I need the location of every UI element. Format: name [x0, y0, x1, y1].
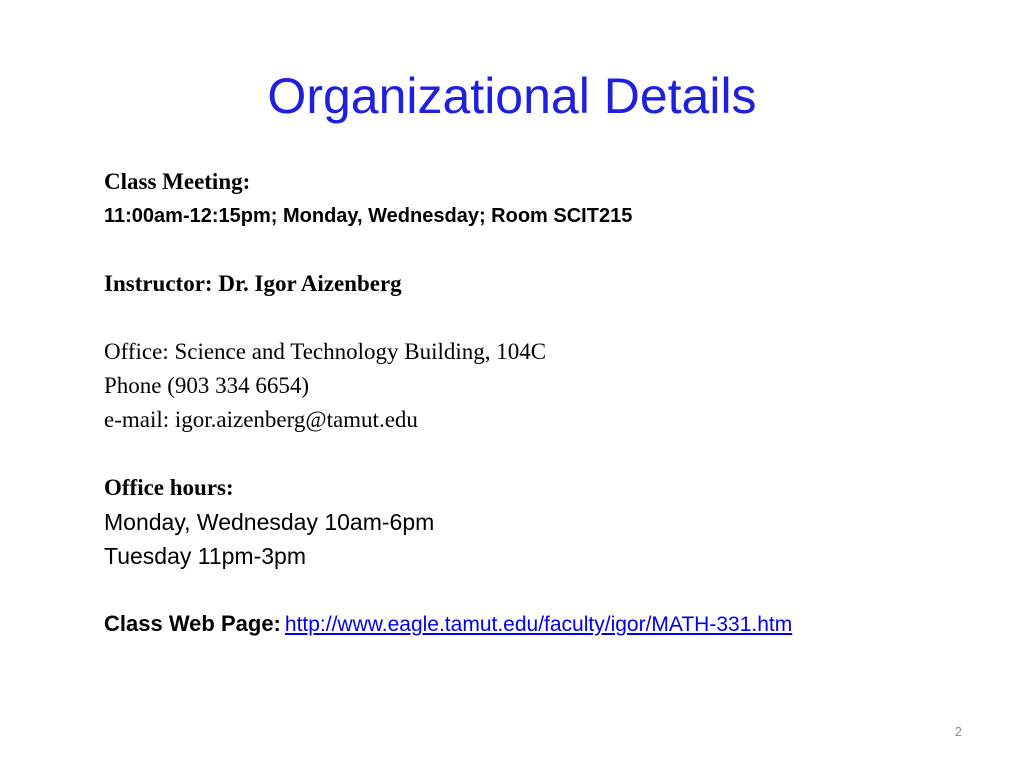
slide-title: Organizational Details: [267, 68, 757, 124]
web-page-label: Class Web Page:: [104, 611, 281, 636]
web-page-row: [104, 607, 1004, 641]
phone-number: Phone (903 334 6654): [104, 373, 310, 398]
office-hours-label: Office hours:: [104, 475, 234, 500]
page-number: 2: [954, 724, 962, 739]
instructor-name: Instructor: Dr. Igor Aizenberg: [104, 271, 402, 296]
office-hours-line: Monday, Wednesday 10am-6pm: [104, 509, 435, 535]
office-location: Office: Science and Technology Building, 104C: [104, 339, 547, 364]
web-page-link[interactable]: http://www.eagle.tamut.edu/faculty/igor/MATH-331.htm: [284, 613, 793, 636]
class-meeting-schedule: 11:00am-12:15pm; Monday, Wednesday; Room SCIT215: [104, 205, 633, 227]
email-address: e-mail: igor.aizenberg@tamut.edu: [104, 407, 418, 432]
spacer: [104, 437, 1004, 471]
slide-body: [104, 165, 1004, 641]
spacer: [104, 301, 1004, 335]
spacer: [104, 233, 1004, 267]
spacer: [104, 573, 1004, 607]
class-meeting-label: Class Meeting:: [104, 169, 251, 194]
office-hours-line: Tuesday 11pm-3pm: [104, 543, 306, 569]
